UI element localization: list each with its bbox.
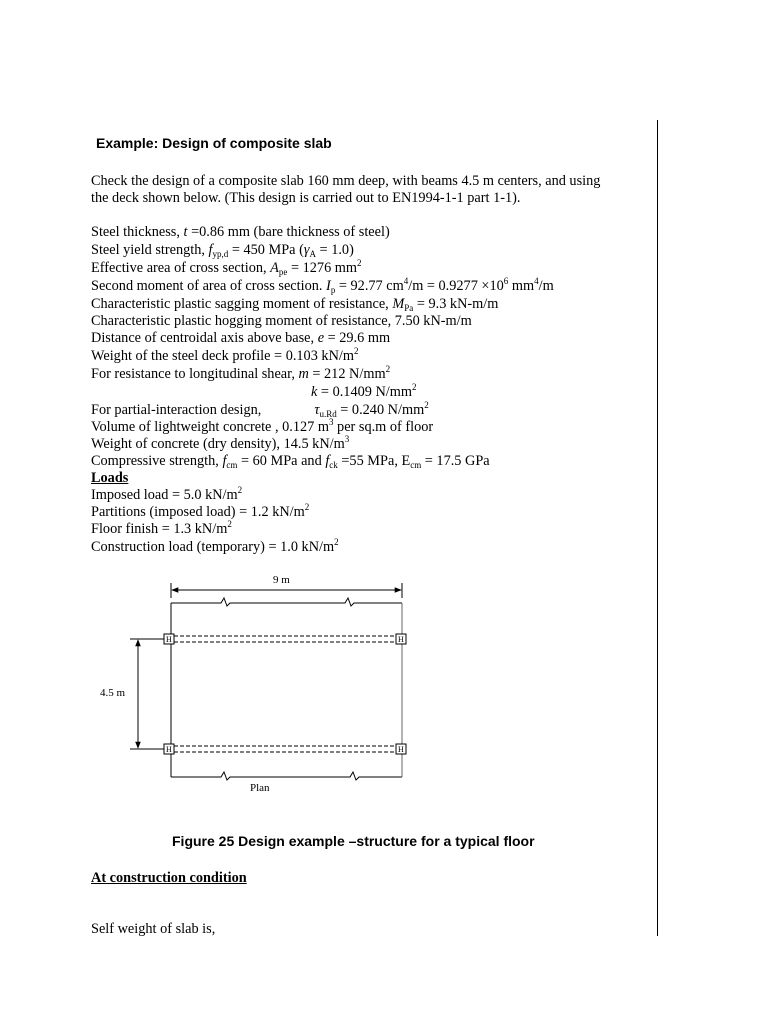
- prop-sagging-moment: Characteristic plastic sagging moment of resistance, $M_{Pa} = 9.3$ kN-m/m: [91, 296, 499, 313]
- construction-heading: At construction condition: [91, 870, 247, 886]
- floor-plan-diagram: [0, 560, 480, 800]
- beam-bottom: [164, 744, 406, 754]
- self-weight-text: Self weight of slab is,: [91, 921, 216, 937]
- prop-compressive-strength: Compressive strength, $f_{cm} = 60$ MPa and $f_{ck} =55$ MPa, $E_{cm} = 17.5$ GPa: [91, 453, 490, 470]
- plan-label: Plan: [250, 782, 270, 794]
- intro-paragraph: Check the design of a composite slab 160 mm deep, with beams 4.5 m centers, and using the deck shown below. (This design is carried out to EN1994-1-1 part 1-1).: [91, 173, 601, 206]
- page-heading: Example: Design of composite slab: [96, 135, 332, 151]
- prop-longitudinal-shear-k: k = 0.1409 $N/mm^2$: [311, 382, 417, 400]
- height-label: 4.5 m: [100, 687, 126, 699]
- prop-hogging-moment: Characteristic plastic hogging moment of resistance, 7.50 kN-m/m: [91, 313, 472, 329]
- load-partitions: Partitions (imposed load) = 1.2 $kN/m^2$: [91, 502, 310, 520]
- figure-caption: Figure 25 Design example –structure for a typical floor: [172, 833, 535, 849]
- prop-yield-strength: Steel yield strength, $f_{yp,d} = 450$ MPa $(\gamma_A = 1.0)$: [91, 242, 354, 259]
- beam-top: [164, 634, 406, 644]
- prop-partial-interaction: For partial-interaction design, $\tau_{u.Rd} = 0.240$ $N/mm^2$: [91, 400, 429, 419]
- prop-concrete-weight: Weight of concrete (dry density), 14.5 $kN/m^3$: [91, 434, 350, 452]
- prop-longitudinal-shear-m: For resistance to longitudinal shear, m = 212 $N/mm^2$: [91, 364, 391, 382]
- loads-heading: Loads: [91, 470, 129, 486]
- prop-deck-weight: Weight of the steel deck profile = 0.103 $kN/m^2$: [91, 346, 359, 364]
- prop-effective-area: Effective area of cross section, $A_{pe} = 1276$ $mm^2$: [91, 258, 362, 277]
- svg-text:H: H: [398, 635, 404, 644]
- svg-text:H: H: [166, 635, 172, 644]
- bottom-edge-line: [171, 772, 402, 780]
- load-imposed: Imposed load = 5.0 $kN/m^2$: [91, 485, 243, 503]
- span-dimension: [171, 574, 402, 598]
- load-floor-finish: Floor finish = 1.3 $kN/m^2$: [91, 519, 232, 537]
- svg-text:H: H: [166, 745, 172, 754]
- prop-steel-thickness: Steel thickness, t =0.86 mm (bare thickness of steel): [91, 224, 390, 240]
- prop-concrete-volume: Volume of lightweight concrete , 0.127 $m^3$ per sq.m of floor: [91, 417, 434, 435]
- prop-centroid-distance: Distance of centroidal axis above base, e = 29.6 mm: [91, 330, 391, 346]
- span-label: 9 m: [273, 574, 290, 586]
- top-edge-line: [171, 598, 402, 606]
- height-dimension: [100, 639, 164, 749]
- svg-text:H: H: [398, 745, 404, 754]
- load-construction: Construction load (temporary) = 1.0 $kN/m^2$: [91, 537, 339, 555]
- page-margin-rule: [657, 120, 658, 936]
- prop-second-moment: Second moment of area of cross section. $I_p = 92.77$ $cm^4/m = 0.9277 \times 10^6$ $mm^4/m$: [91, 276, 554, 295]
